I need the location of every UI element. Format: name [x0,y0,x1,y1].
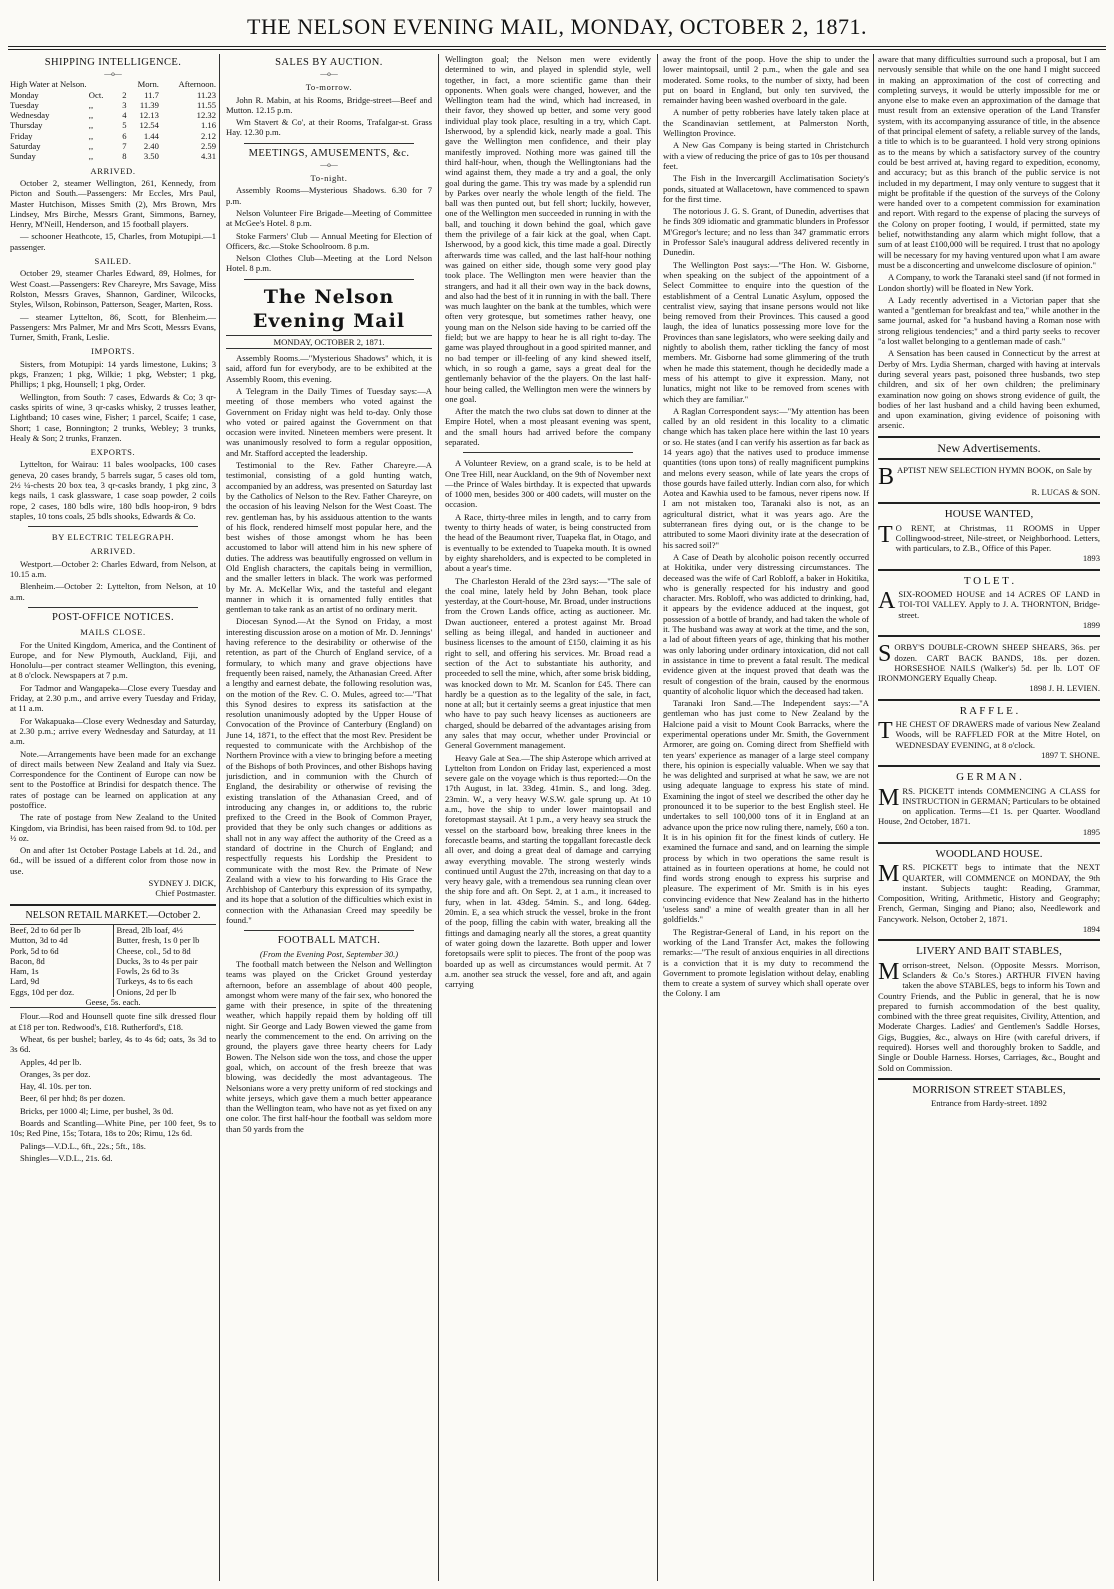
ad-text: RS. PICKETT begs to intimate that the NEXT QUARTER, will COMMENCE on MONDAY, the 9th instant. Subjects taught: Reading, Grammar, Composition, Writing, Arithmetic, History and Geography; French, German, Singing and Piano; also, Needlework and Fancywork. Nelson, October 2, 1871. [878,862,1100,924]
news-item: A Case of Death by alcoholic poison recently occurred at Hokitika, under very distressing circumstances. The deceased was the wife of Carl Robloff, a baker in Hokitika, who is generally respected for his industry and good character. Mrs. Robloff, who was addicted to drinking, had, it appears by the evidence adduced at the inquest, got possession of a bottle of brandy, and had taken the whole of it. The husband was away at work at the time, and the son, a lad of about fifteen years of age, thinking that his mother was only laboring under ordinary intoxication, did not call in assistance in time to prevent a fatal result. The medical evidence given at the inquest proved that death was the result of congestion of the brain, caused by the enormous quantity of alcoholic liquor which the deceased had taken. [663,551,869,696]
import-entry: Sisters, from Motupipi: 14 yards limestone, Lukins; 3 pkgs, Franzen; 1 pkg, Wilkie; 1 pkg, Webster; 1 pkg, Phillips; 1 pkg, Hounsell; 1 pkg, Order. [10,358,216,390]
market-price: Bacon, 8d [10,955,45,966]
ad-drop-cap: S [878,641,892,668]
column-rule [438,54,439,1581]
meeting-entry: Stoke Farmers' Club — Annual Meeting for Election of Officers, &c.—Stoke Schoolroom. 8 p.m. [226,230,432,251]
advertisement [878,772,1100,844]
market-note: Palings—V.D.L., 6ft., 22s.; 5ft., 18s. [20,1140,146,1151]
arrived-heading: ARRIVED. [90,165,136,176]
market-note: Beer, 6l per hhd; 8s per dozen. [20,1093,126,1104]
export-entry: Lyttelton, for Wairau: 11 bales woolpacks, 100 cases geneva, 20 cases brandy, 5 barrels sugar, 5 cases old tom, 2½ ¼-chests 20 box tea, 3 qr-casks brandy, 1 pkg zinc, 3 kegs nails, 1 cask glassware, 1 case soap powder, 2 coils rope, 2 cases, 180 bdls wire, 180 bdls hoop-iron, 9 bdrs staples, 10 tons coals, 25 bdls shooks, Edwards & Co. [10,459,216,521]
market-note: Bricks, per 1000 4l; Lime, per bushel, 3s 0d. [20,1105,174,1116]
ad-text: ORBY'S DOUBLE-CROWN SHEEP SHEARS, 36s. per dozen. CART BACK BANDS, 18s. per dozen. HORSESHOE NAILS (Walker's) 5d. per lb. LOT OF IRONMONGERY Equally Cheap. [878,642,1100,684]
ad-drop-cap: B [878,463,895,490]
market-note: Boards and Scantling—White Pine, per 100 feet, 9s to 10s; Red Pine, 15s; Totara, 18s to 20s; Rimu, 12s 6d. [10,1118,216,1139]
section-divider [878,502,1100,504]
tide-day: Saturday [10,141,41,152]
section-divider [878,569,1100,571]
ad-signature: 1895 [1082,826,1100,837]
market-table [10,924,216,1008]
news-item: The notorious J. G. S. Grant, of Dunedin, advertises that he finds 309 idiomatic and grammatic blunders in Professor M'Gregor's lecture; and no less than 347 grammatic errors in Professor Sale's inaugural address delivered recently in Dunedin. [663,206,869,258]
market-geese: Geese, 5s. each. [85,997,141,1008]
ad-text: APTIST NEW SELECTION HYMN BOOK, on Sale by [897,464,1092,475]
market-price: Mutton, 3d to 4d [10,935,68,946]
telegraph-entry: Blenheim.—October 2: Lyttelton, from Nelson, at 10 a.m. [10,581,216,602]
ad-body [878,786,1100,827]
tide-row [10,151,216,161]
ad-drop-cap: M [878,861,900,888]
ad-signature: R. LUCAS & SON. [1031,486,1100,497]
mails-close-heading: MAILS CLOSE. [80,627,146,638]
post-notice: Note.—Arrangements have been made for an exchange of direct mails between New Zealand and Italy via Suez. Correspondence for the Continent of Europe can now be sent to the Postoffice at Brindisi for despatch thence. The rates of postage can be learned on application at any postoffice. [10,748,216,810]
ad-signature: 1898 J. H. LEVIEN. [1029,683,1100,694]
news-item: A Company, to work the Taranaki steel sand (if not formed in London shortly) will be floated in New York. [878,272,1100,293]
news-item: The Wellington Post says:—"The Hon. W. Gisborne, when speaking on the subject of the appointment of a Select Committee to enquire into the question of the establishment of a Central Lunatic Asylum, opposed the centralist view, saying that insane persons would not like being removed from their Provinces. This caused a good laugh, the idea of lunatics possessing more love for the Provinces than sane legislators, who were seeking daily and nightly to abolish them, rather tickling the fancy of most members. Mr. Gisborne had some glimmering of the truth when he made this statement, though he decidedly made a mess of his attempt to give it expression. Many, not lunatics, might not like to be removed from scenes with which they are familiar." [663,259,869,404]
market-note: Shingles—V.D.L., 21s. 6d. [20,1152,113,1163]
tide-aft: 4.31 [200,151,216,162]
market-price: Eggs, 10d per doz. [10,986,75,997]
sales-heading: SALES BY AUCTION. [275,57,383,68]
ad-heading: LIVERY AND BAIT STABLES, [916,945,1062,958]
section-divider [878,1078,1100,1080]
tide-morn: 11.39 [139,99,159,110]
gale-continued: away the front of the poop. Hove the ship to under the lower maintopsail, until 2 p.m., when the gale and sea moderated. Some rooks, to the number of sixty, had been put on board in England, but only ten survived, the remainder having been washed overboard in the gale. [663,54,869,106]
ad-text: RS. PICKETT intends COMMENCING A CLASS for INSTRUCTION in GERMAN; Particulars to be obtained on application. Terms—£1 1s. per Quarter. Woodland House, 2nd October, 1871. [878,785,1100,827]
section-divider [878,765,1100,767]
tide-header-aft: Afternoon. [178,79,216,90]
column-2 [226,54,432,1581]
market-price: Butter, fresh, 1s 0 per lb [116,935,200,946]
tide-date: 4 [122,110,127,121]
tide-row [10,120,216,130]
section-divider [878,699,1100,701]
news-item: A Telegram in the Daily Times of Tuesday says:—A meeting of those members who voted against the Government on Friday night was held to-day. Only those who voted or paired against the Government on that occasion were invited. Nineteen members were present. It was unanimously resolved to form a regular opposition, and Mr. Stafford accepted the leadership. [226,385,432,458]
registrar-continued: aware that many difficulties surround such a proposal, but I am nervously sensible that while on the one hand I might succeed in making an approximation of the cost of correcting and completing surveys, it would be utterly impossible for me or anyone else to make even an approximation of the damage that must result from an extensive operation of the Land Transfer system, with its accompanying assurance of title, in the absence of that principal element of safety, a reliable survey of the lands, a title to which is to be guaranteed. I hold very strong opinions as to the means by which a satisfactory survey of the country could be best arrived at, having regard to expedition, economy, and accuracy; but as this branch of the public service is not included in my department, I may only venture to suggest that it might be profitable if the question of the surveys of the Colony were handed over to a competent commission for examination and report. With regard to the expense of placing the surveys of the Colony on proper footing, I would, if permitted, state my belief, notwithstanding any alarm which might follow, that a sum of at least £100,000 will be required. I trust that no apology will be necessary for my having ventured upon what I am aware must be a disconcerting and unwelcome disclosure of opinion." [878,54,1100,270]
market-price: Cheese, col., 5d to 8d [116,945,191,956]
tide-row [10,90,216,100]
postmaster-title: Chief Postmaster. [155,888,216,899]
news-item: The Registrar-General of Land, in his report on the working of the Land Transfer Act, makes the following remarks:—"The result of anxious enquiries in all directions is a conviction that it is my duty to recommend the Government to promote legislation without delay, enabling them to create a system of survey which shall operate over the Colony. I am [663,926,869,999]
tide-header-label: High Water at Nelson. [10,79,87,90]
ad-drop-cap: M [878,958,900,985]
advertisement [878,509,1100,570]
paper-nameplate: The Nelson Evening Mail [252,285,406,332]
ad-signature: 1897 T. SHONE. [1041,749,1100,760]
advertisement [878,465,1100,504]
market-note: Flour.—Rod and Hounsell quote fine silk dressed flour at £18 per ton. Redwood's, £18. Rutherford's, £18. [10,1011,216,1032]
meeting-entry: Nelson Volunteer Fire Brigade—Meeting of Committee at McGee's Hotel. 8 p.m. [226,207,432,229]
market-heading: NELSON RETAIL MARKET.—October 2. [25,909,201,921]
section-divider [28,607,198,608]
column-rule [219,54,220,1581]
news-item: A Race, thirty-three miles in length, and to carry from twenty to thirty heads of water, is being constructed from the head of the Beaumont river, Tuapeka flat, in Otago, and is eventually to be extended to Tuapeka mouth. It is owned by eighty shareholders, and is expected to be completed in about a year's time. [445,511,651,574]
tide-date: 6 [122,130,127,141]
masthead: THE NELSON EVENING MAIL, MONDAY, OCTOBER 2, 1871. [247,14,867,39]
tide-day: Wednesday [10,110,50,121]
section-divider [463,452,633,453]
column-rule [657,54,658,1581]
sailed-heading: SAILED. [94,256,132,267]
telegraph-arrived-heading: ARRIVED. [90,546,136,557]
tide-date: 5 [122,120,127,131]
imports-heading: IMPORTS. [91,346,135,357]
ad-drop-cap: T [878,718,893,745]
advertisement [878,576,1100,637]
ad-text: SIX-ROOMED HOUSE and 14 ACRES OF LAND in TOI-TOI VALLEY. Apply to J. A. THORNTON, Bridge-street. [898,589,1100,620]
ad-body [878,719,1100,750]
market-note: Wheat, 6s per bushel; barley, 4s to 4s 6d; oats, 3s 3d to 3s 6d. [10,1033,216,1055]
advertisement [878,946,1100,1080]
tide-morn: 1.44 [143,130,159,141]
column-rule [873,54,874,1581]
section-divider [244,279,414,280]
market-price: Bread, 2lb loaf, 4½ [116,924,183,935]
post-notice: The rate of postage from New Zealand to the United Kingdom, via Brindisi, has been raised from 9d. to 10d. per ½ oz. [10,812,216,843]
exports-heading: EXPORTS. [90,447,136,458]
ad-heading: G E R M A N . [956,771,1022,784]
section-divider [878,635,1100,637]
tide-aft: 1.16 [200,120,216,131]
arrival-entry: October 2, steamer Wellington, 261, Kennedy, from Picton and South.—Passengers: Mr Eccles, Mrs Paul, Master Hutchison, Misses Smith (2), Mrs Brown, Mrs Lindsey, Mrs Birche, Messrs Grant, Simmons, Barney, Henry, M'Neill, Henderson, and 15 football players. [10,177,216,230]
tide-date: 8 [122,151,127,162]
post-notice: For Tadmor and Wangapeka—Close every Tuesday and Friday, at 2.30 p.m., and arrive every Tuesday and Friday, at 11 a.m. [10,682,216,714]
column-5 [878,54,1100,1581]
tide-month: ,, [88,120,94,131]
ad-heading: R A F F L E . [959,704,1019,717]
ad-heading: HOUSE WANTED, [944,508,1034,521]
market-note: Apples, 4d per lb. [20,1056,82,1067]
tide-day: Thursday [10,120,43,131]
tonight-label: To-night. [310,173,348,184]
advertisement [878,849,1100,941]
tide-aft: 12.32 [196,110,216,121]
tide-row [10,100,216,110]
tide-row [10,110,216,120]
ornament-divider: —o— [320,161,338,170]
new-ads-heading: New Advertisements. [937,440,1041,455]
tide-month: ,, [88,130,94,141]
tide-month: ,, [88,141,94,152]
news-item: A Raglan Correspondent says:—"My attention has been called by an old resident in this locality to a climatic change which has taken place here within the last 10 years or so. He states (and I can verify his assertion as far back as 14 years ago) that the natives used to produce immense quantities (tons upon tons) of really magnificent pumpkins and melons every season, while of late years the crops of those gourds have failed utterly. Indian corn also, for which Aotea and Kawhia used to be famous, never ripens now. If I am not mistaken too, Taranaki also is not, as an agricultural district, what it was years ago. Are the subterranean fires dying out, or is the change to be attributed to some Maori divinity irate at the desecration of his sacred soil?" [663,405,869,550]
advertisement [878,642,1100,700]
tide-day: Friday [10,130,33,141]
masthead-rule [8,46,1106,47]
tomorrow-label: To-morrow. [305,82,353,93]
column-3 [445,54,651,1581]
meeting-entry: Assembly Rooms—Mysterious Shadows. 6.30 for 7 p.m. [226,185,432,206]
section-divider [244,143,414,144]
telegraph-heading: BY ELECTRIC TELEGRAPH. [51,532,175,543]
section-divider [878,842,1100,844]
news-item: Diocesan Synod.—At the Synod on Friday, a most interesting discussion arose on a motion of Mr. D. Jennings' having reference to the desirability or otherwise of the retention, as part of the Church of England service, of a formulary, to which many and grave objections have frequently been raised, namely, the Athanasian Creed. After a lengthy and earnest debate, the following resolution was, on the motion of the Rev. C. O. Mules, agreed to:—"That this Synod desires to express its satisfaction at the resolution unanimously adopted by the Upper House of Convocation of the Province of Canterbury (England) on June 14, 1871, to the effect that the most Rev. President be requested to communicate with the Archbishop of the Northern Province with a view to bringing before a meeting of the Bishops of both Provinces, and other Bishops having jurisdiction, and in communion with the Church of England, the desirability or otherwise of revising the existing translation of the Athanasian Creed, and of introducing any changes in, or additions to, the rubric prefixed to the Creed in the Book of Common Prayer, provided that they be only such changes or additions as shall not in any way affect the authority of the Creed as a standard of doctrine in the Church of England; and respectfully requests his Lordship the President to communicate with the most Rev. the Primate of New Zealand with a view to his forwarding to His Grace the Archbishop of Canterbury this expression of its sympathy, and its hope that a solution of the difficulties which exist in connection with the Athanasian Creed may speedily be found." [226,616,432,926]
ad-body [878,523,1100,554]
news-item: A Volunteer Review, on a grand scale, is to be held at One Tree Hill, near Auckland, on the 9th of November next—the Prince of Wales birthday. It is expected that upwards of 1000 men, besides 300 or 400 cadets, will muster on the occasion. [445,458,651,510]
section-divider [878,939,1100,941]
market-price: Lard, 9d [10,976,40,987]
section-divider [10,904,216,906]
market-price: Ham, 1s [10,966,39,977]
ad-signature: 1893 [1082,553,1100,564]
tide-morn: 12.54 [139,120,159,131]
post-notice: On and after 1st October Postage Labels at 1d. 2d., and 6d., will be issued of a different color from those now in use. [10,845,216,876]
section-divider [878,436,1100,438]
tide-day: Tuesday [10,99,39,110]
news-item: Heavy Gale at Sea.—The ship Asterope which arrived at Lyttelton from London on Friday last, experienced a most severe gale on the voyage which is thus reported:—On the 17th August, in lat. 33deg. 41min. S., and long. 3deg. 23min. W., a very heavy W.S.W. gale sprung up. At 10 a.m., hove the ship to under lower maintopsail and foretopmast staysail. At 1 p.m., a very heavy sea struck the vessel on the starboard bow, breaking three knees in the forecastle beams, and starting the topgallant forecastle deck all over, and doing a great deal of damage and carrying away everything movable. The strong westerly winds continued until August the 27th, increasing on that day to a very heavy gale, with a tremendous sea running clean over the ship fore and aft. On Sept. 2, at 1 a.m., it increased to fury, when in lat. 43deg. 54min. S., and long. 64deg. 20min. E, a sea which struck the vessel, broke in the front of the poop, filling the cabin with water, breaking all the fittings and damaging nearly all the stores, a great quantity of water going down the lazarette. Both upper and lower foretopsails were split to pieces. The front of the poop was boarded up as well as circumstances would permit. At 7 a.m. another sea struck the vessel, fore and aft, and again carrying [445,752,651,990]
meetings-heading: MEETINGS, AMUSEMENTS, &c. [248,147,410,159]
news-item: A Sensation has been caused in Connecticut by the arrest at Derby of Mrs. Lydia Sherman, charged with having at intervals during several years past, poisoned three husbands, two step children, and six of her own children; the preliminary examination now going on shows strong evidence of guilt, the bodies of her last husband and a child having been exhumed, and upon examination, giving evidence of poisoning with arsenic. [878,348,1100,431]
tide-date: 3 [122,99,127,110]
tide-aft: 11.23 [196,89,216,100]
tide-row [10,131,216,141]
tide-table [10,79,216,161]
tide-morn: 12.13 [139,110,159,121]
ad-heading: T O L E T . [963,574,1015,587]
ad-body [878,642,1100,683]
market-price: Ducks, 3s to 4s per pair [116,955,198,966]
market-note: Hay, 4l. 10s. per ton. [20,1081,92,1092]
tide-month: ,, [88,110,94,121]
tide-day: Sunday [10,151,36,162]
section-divider [28,526,198,527]
news-item: The Fish in the Invercargill Acclimatisation Society's ponds, situated at Wallacetown, have commenced to spawn for the first time. [663,173,869,204]
news-item: A number of petty robberies have lately taken place at the Scandinavian settlement, at Palmerston North, Wellington Province. [663,107,869,139]
tide-row [10,141,216,151]
tide-header-morn: Morn. [137,79,159,90]
import-entry: Wellington, from South: 7 cases, Edwards & Co; 3 qr-casks spirits of wine, 3 qr-casks whisky, 2 trusses leather, Lightband; 10 cases wine, Fisher; 1 parcel, Scaife; 1 case, Short; 1 case, Bonnington; 2 trunks, Webley; 3 trunks, Healy & Son; 2 trunks, Franzen. [10,391,216,443]
paper-date: MONDAY, OCTOBER 2, 1871. [226,335,432,349]
news-item: A Lady recently advertised in a Victorian paper that she wanted a "gentleman for breakfast and tea," while another in the same journal, asked for "a husband having a Roman nose with strong religious tendencies;" and a third party seeks to recover "a lost wallet belonging to a gentleman made of cash." [878,294,1100,347]
market-price: Fowls, 2s 6d to 3s [116,966,179,977]
ad-drop-cap: A [878,588,896,615]
market-notes [10,1011,216,1163]
tide-month: Oct. [88,89,104,100]
ad-text: orrison-street, Nelson. (Opposite Messrs. Morrison, Sclanders & Co.'s Stores.) ARTHUR FIVEN having taken the above STABLES, begs to inform his Town and Country Friends, and the Public in general, that he is now prepared to furnish accommodation of the best quality, combined with the three great requisites, Civility, Attention, and Moderate Charges. Ladies' and Gentlemen's Saddle Horses, Gigs, Buggies, &c., always on Hire (with careful drivers, if required). Horses well and thoroughly broken to Saddle, and Single or Double Harness. Horses, Carriages, &c., Bought and Sold on Commission. [878,959,1100,1073]
ad-signature: 1899 [1082,619,1100,630]
post-notice: For Wakapuaka—Close every Wednesday and Saturday, at 2.30 p.m.; arrive every Wednesday and Saturday, at 11 a.m. [10,715,216,747]
telegraph-entry: Westport.—October 2: Charles Edward, from Nelson, at 10.15 a.m. [10,558,216,580]
ad-text: O RENT, at Christmas, 11 ROOMS in Upper Collingwood-street, Nile-street, or Neighborhood. Letters, with particulars, to Z.B., Office of this Paper. [895,522,1100,554]
postmaster-name: SYDNEY J. DICK, [148,878,216,889]
ad-signature: 1894 [1082,924,1100,935]
ad-body [878,463,1100,490]
advertisement [878,706,1100,767]
news-item: Assembly Rooms.—"Mysterious Shadows" which, it is said, afford fun for everybody, are to be exhibited at the Assembly Room, this evening. [226,353,432,384]
tide-day: Monday [10,89,39,100]
tide-month: ,, [88,99,94,110]
post-notice: For the United Kingdom, America, and the Continent of Europe, and for New Plymouth, Auckland, Fiji, and Honolulu—per contract steamer Wellington, this evening, at 8 o'clock. Newspapers at 7 p.m. [10,639,216,681]
ornament-divider: —o— [320,70,338,79]
market-price: Pork, 5d to 6d [10,945,59,956]
news-item: The Charleston Herald of the 23rd says:—"The sale of the coal mine, lately held by John Behan, took place yesterday, at the Court-house, Mr. Broad, under instructions from the Crown Lands office, acting as auctioneer. Mr. Dwan auctioneer, entered a protest against Mr. Broad selling as being illegal, and handed in auctioneer and business licenses to the amount of £150, claiming it as his right to sell, and offering his services. Mr. Broad read a section of the Act to substantiate his authority, and proceeded to sell the mine, which, after some brisk bidding, was knocked down to Mr. M. Scanlon for £45. There can hardly be a question as to the legality of the sale, in fact, none at all; but it certainly seems a great injustice that men who have to pay such heavy licenses as auctioneers are charged, should be debarred of the advantages arising from any sales that may occur, whether under Provincial or General Government management. [445,575,651,751]
tide-date: 7 [122,141,127,152]
tide-morn: 2.40 [143,141,159,152]
sale-entry: John R. Mabin, at his Rooms, Bridge-street—Beef and Mutton. 12.15 p.m. [226,94,432,115]
market-price: Beef, 2d to 6d per lb [10,924,81,935]
football-source: (From the Evening Post, September 30.) [259,948,399,959]
masthead-rule-2 [8,49,1106,50]
sale-entry: Wm Stavert & Co', at their Rooms, Trafalgar-st. Grass Hay. 12.30 p.m. [226,117,432,138]
tide-aft: 2.59 [200,141,216,152]
ad-body [878,589,1100,620]
football-report: The football match between the Nelson and Wellington teams was played on the Cricket Ground yesterday afternoon, before an assemblage of about 400 people, amongst whom were many of the fair sex, who honored the game with their presence, in spite of the threatening weather, which happily repaid them by holding off till night. Sir George and Lady Bowen viewed the game from nearly the commencement to the end. On arriving on the ground, the players gave three hearty cheers for Lady Bowen. The Nelson side won the toss, and chose the upper goal, which, on account of the fresh breeze that was blowing, was decidedly the most advantageous. The Nelsonians wore a very pretty uniform of red stockings and white jerseys, which gave them a much better appearance than the Wellington team, who have not as yet fixed on any one color. The first half-hour the football was seldom more than 50 yards from the [226,958,432,1134]
advertisements [878,465,1100,1080]
football-continued: Wellington goal; the Nelson men were evidently determined to win, and played in splendid style, well together, in fact, a more scientific game than their opponents. When goals were changed, however, and the Wellington team had the wind, which had increased, in their favor, they showed up better, and some very good individual play took place, resulting in a try, which Capt. Isherwood, by a splendid kick, nearly made a goal. This gave the Wellington men confidence, and their play manifestly improved. Nothing more was gained till the third half-hour, when, though the Wellingtonians had the wind against them, they made a try and a goal, the only goal during the game. This try was made by a splendid run by Parkes over nearly the whole length of the field. The ball was then punted out, but fell short; luckily, however, one of the Wellington men succeeded in running in with the ball, and touching it down behind the goal, which gave them the privilege of a fair kick at the goal, when Capt. Isherwood, by a good kick, this time made a goal. Directly afterwards time was called, and the last half-hour nothing was gained on either side, though some very good play took place. The Wellington men were heavier than the strangers, and had it all their own way in the back downs, and also had the best of it in running in with the ball. There was much laughter on the bank at the tumbles, which were often very grotesque, but sometimes rather heavy, one young man on the Nelson side having to be carried off the field; but we are happy to hear he is all right to-day. The game was played throughout in a good spirited manner, and no bad temper or ill-feeling of any kind shewed itself, which, in so rough a game, says a great deal for the gentlemanly behavior of the the players. On the last half-hour being called, the Wellington men were the winners by one goal. [445,54,651,404]
column-4 [663,54,869,1581]
tide-rows [10,90,216,162]
football-heading: FOOTBALL MATCH. [277,935,381,947]
market-price: Turkeys, 4s to 6s each [116,976,193,987]
tide-aft: 11.55 [196,99,216,110]
football-continued: After the match the two clubs sat down to dinner at the Empire Hotel, when a most pleasant evening was spent, and the small hours had arrived before the company separated. [445,406,651,447]
tide-morn: 11.7 [144,89,159,100]
market-note: Oranges, 3s per doz. [20,1068,91,1079]
stables-footer-address: Entrance from Hardy-street. 1892 [931,1098,1047,1109]
tide-aft: 2.12 [200,130,216,141]
ad-text: HE CHEST OF DRAWERS made of various New Zealand Woods, will be RAFFLED FOR at the Mitre Hotel, on WEDNESDAY EVENING, at 8 o'clock. [895,719,1100,750]
market-price: Onions, 2d per lb [116,986,177,997]
market-right-column [113,924,216,997]
sailed-entry: October 29, steamer Charles Edward, 89, Holmes, for West Coast.—Passengers: Rev Chareyre, Mrs Savage, Miss Rolston, Messrs Graves, Shannon, Gardiner, Wilcocks, Styles, Wilson, Robinson, Patterson, Seager, Marten, Ross. [10,268,216,310]
sailed-entry: — steamer Lyttelton, 86, Scott, for Blenheim.—Passengers: Mrs Palmer, Mr and Mrs Scott, Messrs Evans, Turner, Smith, Frank, Leslie. [10,311,216,343]
ornament-divider: —o— [104,70,122,79]
tide-month: ,, [88,151,94,162]
ad-body [878,960,1100,1073]
post-office-heading: POST-OFFICE NOTICES. [52,611,174,623]
meeting-entry: Nelson Clothes Club—Meeting at the Lord Nelson Hotel. 8 p.m. [226,253,432,274]
ad-drop-cap: T [878,521,893,548]
ad-drop-cap: M [878,784,900,811]
arrival-entry: — schooner Heathcote, 15, Charles, from Motupipi.—1 passenger. [10,231,216,252]
ad-body [878,862,1100,924]
column-1 [10,54,216,1581]
market-left-column [10,924,113,997]
tide-morn: 3.50 [143,151,159,162]
news-item: A New Gas Company is being started in Christchurch with a view of reducing the price of gas to 10s per thousand feet. [663,140,869,171]
shipping-heading: SHIPPING INTELLIGENCE. [44,57,182,68]
tide-date: 2 [122,89,127,100]
stables-footer: MORRISON STREET STABLES, [912,1083,1066,1096]
news-item: Testimonial to the Rev. Father Chareyre.—A testimonial, consisting of a gold hunting watch, accompanied by an address, was presented on Saturday last by the Catholics of Nelson to the Rev. Father Chareyre, on the occasion of his leaving Nelson for the West Coast. The rev. gentleman has, by his assiduous attention to the wants of his flock, rendered himself most popular here, and the best wishes of those amongst whom he has been accustomed to labor will attend him in his new sphere of duties. The address was beautifully engrossed on vellum in Old English characters, the capitals being in vermillion, and the smaller letters in black. The work was performed by Mr. A. McKellar Wix, and the tasteful and elegant manner in which it is ornamented fully entitles that gentleman to take rank as an artist of no ordinary merit. [226,460,432,615]
news-item: Taranaki Iron Sand.—The Independent says:—"A gentleman who has just come to New Zealand by the Halcione paid a visit to Mount Cook Barracks, where the experimental operations under Mr. Smith, the Government Armorer, are going on. Coming direct from Sheffield with ten years' experience as manager of a large steel company there, his opinion is especially valuable. When we say that he was delighted and surprised at what he saw, we are not using adequate language to express his state of mind. Examining the ingot of steel we described the other day he pronounced it to be superior to the best English steel. He undertakes to sell 100,000 tons of it in England at an advance upon the price now ruling there, namely, £60 a ton. It is in his opinion fit for the finest kinds of cutlery. He examined the furnace and sand, and on learning the simple process by which in two operations the same result is attained as in fourteen operations at home, he could not find words strong enough to express his surprise and pleasure. The experiment of Mr. Smith is in his eyes convincing evidence that New Zealand has in the hitherto 'useless sand' a mine of wealth greater than in all her goldfields." [663,698,869,925]
section-divider [878,458,1100,460]
section-divider [244,930,414,931]
ad-heading: WOODLAND HOUSE. [935,848,1043,860]
